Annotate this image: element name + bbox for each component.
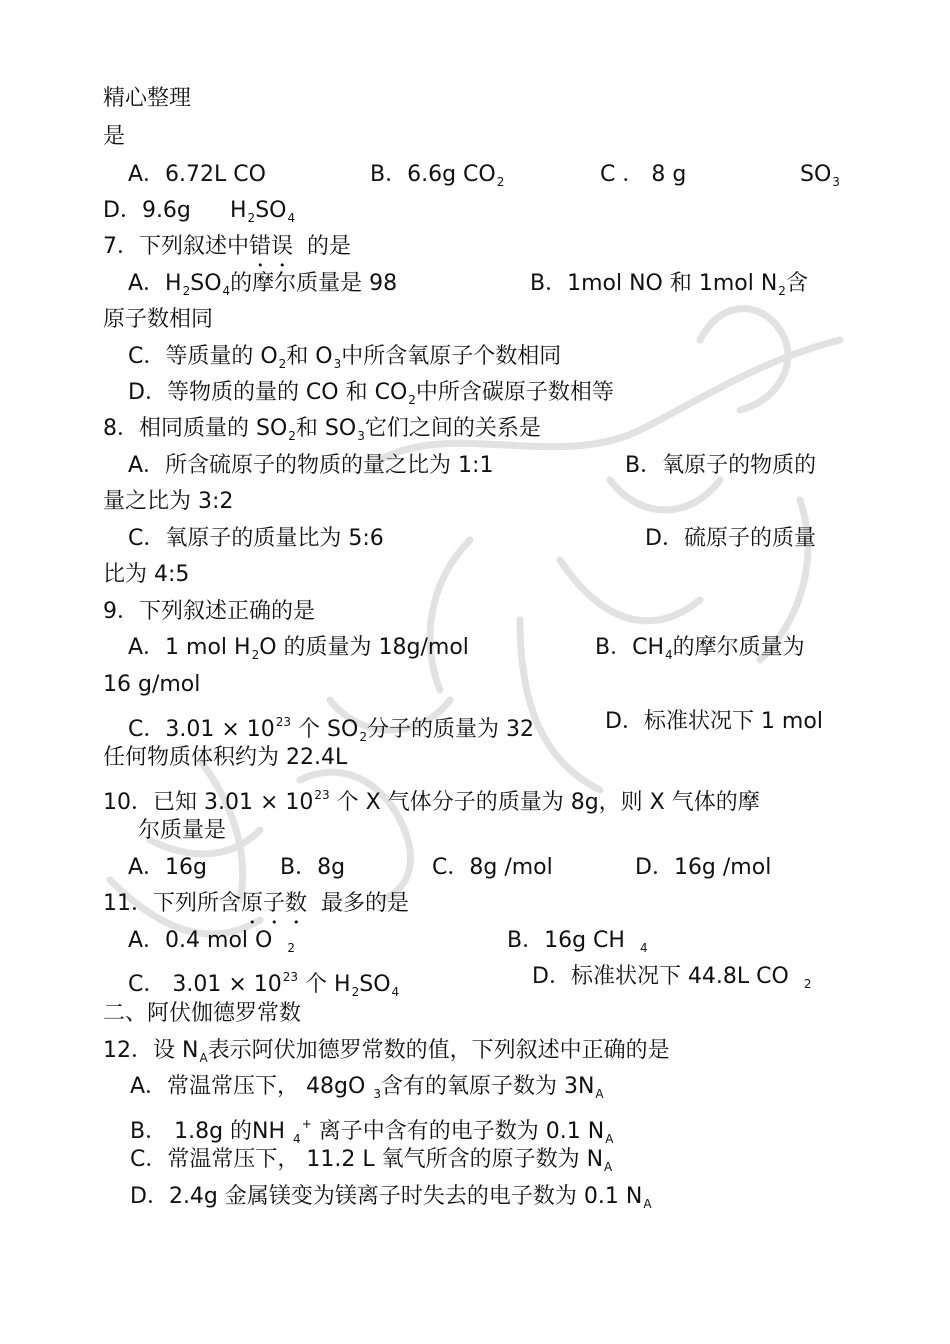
q12-option-c: C．常温常压下， 11.2 L 氧气所含的原子数为 $N_A$ — [130, 1147, 613, 1174]
q6-option-c: C ． 8 g — [600, 162, 687, 187]
q6-option-d: D．9.6g — [103, 198, 191, 223]
page-header: 精心整理 — [103, 86, 192, 111]
q6-option-b: B．6.6g $CO_2$ — [370, 162, 505, 189]
q10-option-a: A．16g — [128, 855, 208, 880]
q7-option-b-cont: 原子数相同 — [103, 307, 214, 332]
q10-option-b: B．8g — [280, 855, 346, 880]
q9-option-d-cont: 任何物质体积约为 22.4L — [103, 745, 348, 770]
q12-option-b: B． 1.8g 的NH $_4$+ 离子中含有的电子数为 0.1 $N_A$ — [130, 1117, 614, 1146]
q12-title: 12．设 $N_A$表示阿伏加德罗常数的值，下列叙述中正确的是 — [103, 1038, 670, 1065]
q7-option-b: B．1mol NO 和 1mol $N_2$含 — [530, 271, 808, 298]
q12-option-d: D．2.4g 金属镁变为镁离子时失去的电子数为 0.1 $N_A$ — [130, 1184, 652, 1211]
q11-option-b: B．16g CH $_4$ — [507, 928, 648, 955]
q11-option-d: D．标准状况下 44.8L CO $_2$ — [532, 964, 812, 991]
q10-title-cont: 尔质量是 — [138, 818, 227, 843]
q9-option-d: D．标准状况下 1 mol — [605, 709, 823, 734]
q11-option-a: A．0.4 mol O $_2$ — [128, 928, 295, 955]
q8-title: 8．相同质量的 $SO_2$和 $SO_3$它们之间的关系是 — [103, 416, 541, 443]
q6-option-d-formula: $H_2SO_4$ — [230, 198, 296, 225]
q6-option-a: A．6.72L CO — [128, 162, 266, 187]
q9-option-b-cont: 16 g/mol — [103, 672, 201, 697]
q8-option-d: D．硫原子的质量 — [645, 526, 816, 551]
q10-option-c: C．8g /mol — [432, 855, 553, 880]
q9-title: 9．下列叙述正确的是 — [103, 599, 315, 624]
q7-title: 7．下列叙述中错误 的是 — [103, 234, 352, 259]
q12-option-a: A．常温常压下， 48gO $_3$含有的氧原子数为 $3N_A$ — [130, 1074, 604, 1101]
q11-option-c: C． $3.01 \times 10^{23}$ 个 $H_2SO_4$ — [128, 970, 400, 999]
q11-title: 11．下列所含原子数 最多的是 — [103, 891, 410, 916]
q9-option-b: B．$CH_4$的摩尔质量为 — [595, 635, 805, 662]
q10-option-d: D．16g /mol — [635, 855, 772, 880]
q8-option-a: A．所含硫原子的物质的量之比为 1:1 — [128, 453, 494, 478]
q8-option-c: C．氧原子的质量比为 5:6 — [128, 526, 384, 551]
q7-option-a: A．$H_2SO_4$的摩尔质量是 98 — [128, 271, 398, 298]
q10-title: 10．已知 $3.01 \times 10^{23}$ 个 X 气体分子的质量为 8g，则 X 气体的摩 — [103, 788, 760, 815]
q9-option-c: C．$3.01 \times 10^{23}$ 个 $SO_2$分子的质量为 32 — [128, 715, 534, 744]
q8-option-d-cont: 比为 4:5 — [103, 562, 190, 587]
q8-option-b: B．氧原子的物质的 — [625, 453, 817, 478]
continuation-line: 是 — [103, 124, 126, 149]
q7-option-c: C．等质量的 $O_2$和 $O_3$中所含氧原子个数相同 — [128, 344, 562, 371]
q9-option-a: A．1 mol $H_2O$ 的质量为 18g/mol — [128, 635, 469, 662]
q8-option-b-cont: 量之比为 3:2 — [103, 489, 234, 514]
q6-option-c-formula: $SO_3$ — [800, 162, 840, 189]
q7-option-d: D．等物质的量的 CO 和 $CO_2$中所含碳原子数相等 — [128, 380, 614, 407]
section-heading: 二、阿伏伽德罗常数 — [103, 1001, 302, 1026]
